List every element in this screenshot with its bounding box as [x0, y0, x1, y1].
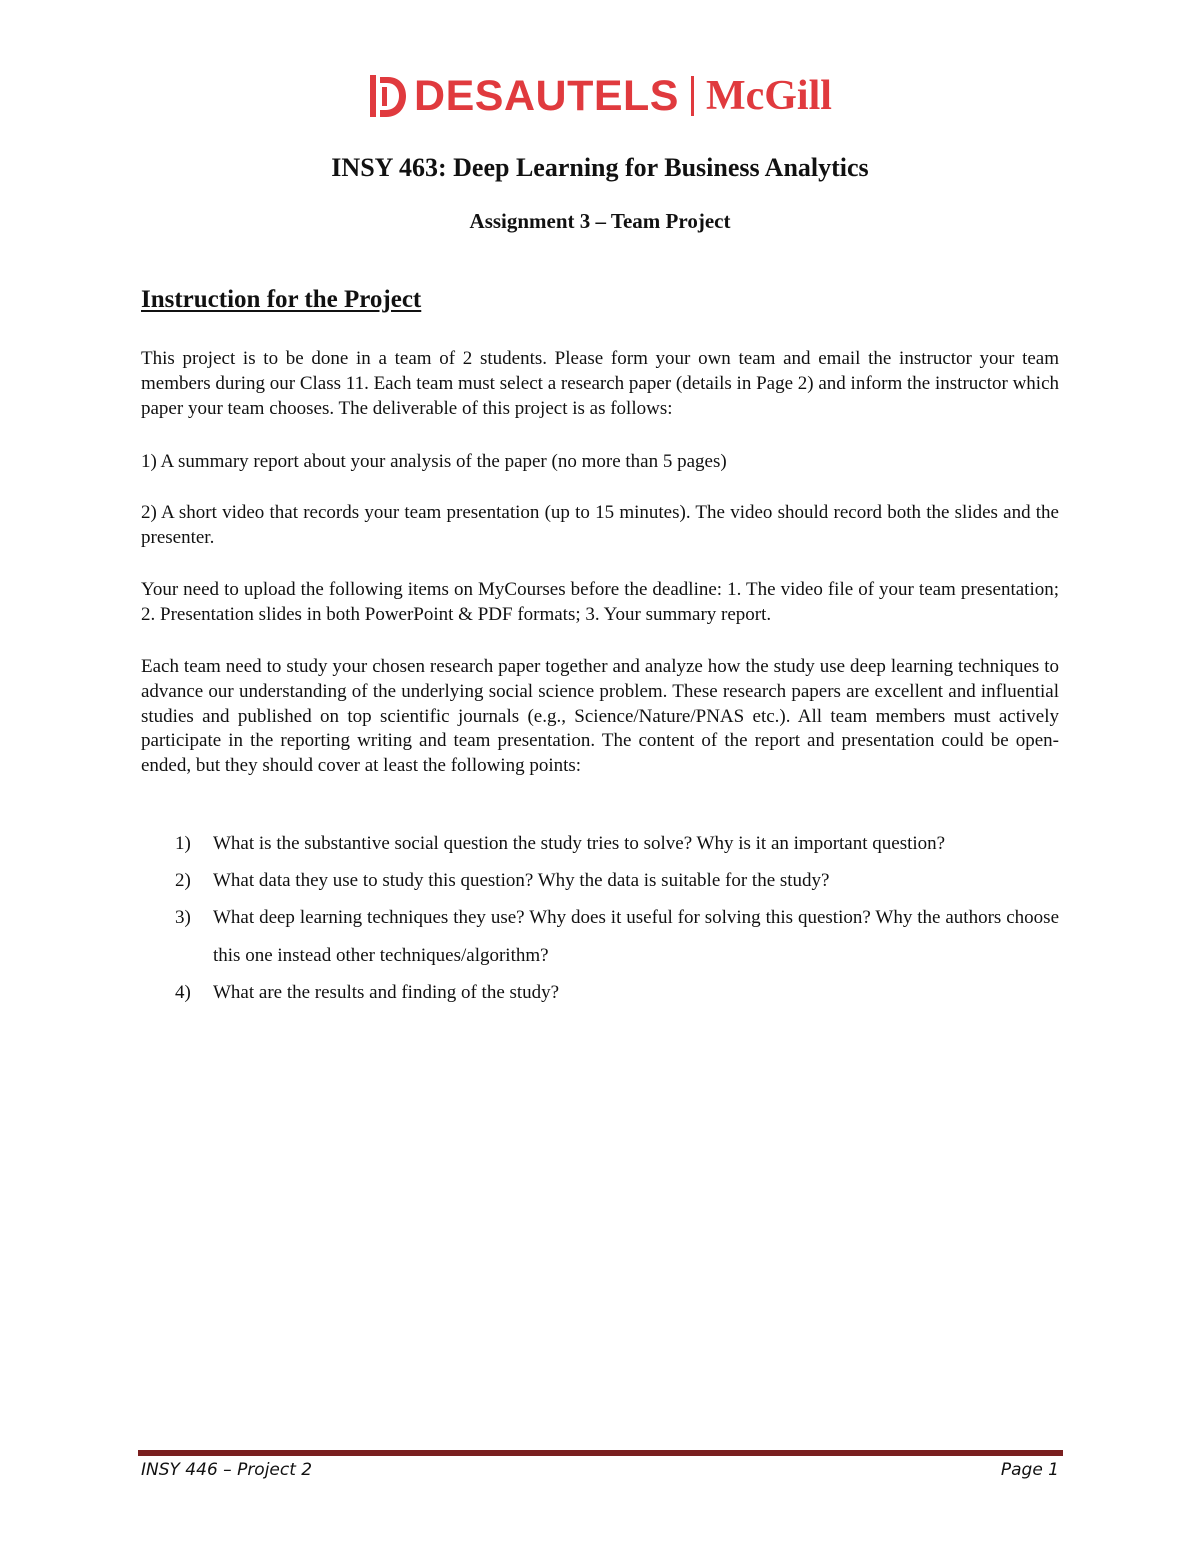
assignment-title: Assignment 3 – Team Project	[469, 209, 731, 233]
question-list	[141, 832, 1059, 1018]
intro-paragraph: This project is to be done in a team of 2 students. Please form your own team and email the instructor your team members during our Class 11. Each team must select a research paper (details in Page 2) and inform the instructor which paper your team chooses. The deliverable of this project is as follows:	[141, 348, 1059, 419]
list-item	[141, 899, 1059, 975]
list-item	[141, 869, 1059, 893]
list-item-number: 1)	[175, 833, 191, 854]
list-item	[141, 981, 1059, 1005]
logo-mcgill-text: McGill	[705, 73, 832, 119]
study-paragraph: Each team need to study your chosen research paper together and analyze how the study use deep learning techniques to advance our understanding of the underlying social science problem. These research papers are excellent and influential studies and published on top scientific journals (e.g., Science/Nature/PNAS etc.). All team members must actively participate in the reporting writing and team presentation. The content of the report and presentation could be open-ended, but they should cover at least the following points:	[141, 656, 1059, 777]
list-item-text: What are the results and finding of the study?	[213, 982, 560, 1003]
list-item-number: 3)	[175, 907, 191, 928]
deliverable-2: 2) A short video that records your team presentation (up to 15 minutes). The video should record both the slides and the presenter.	[141, 502, 1059, 548]
deliverable-1: 1) A summary report about your analysis of the paper (no more than 5 pages)	[141, 451, 727, 472]
list-item	[141, 832, 1059, 856]
list-item-number: 4)	[175, 982, 191, 1003]
footer-document-label: INSY 446 – Project 2	[141, 1460, 313, 1480]
list-item-text: What is the substantive social question the study tries to solve? Why is it an important question?	[213, 833, 946, 854]
course-title: INSY 463: Deep Learning for Business Analytics	[331, 153, 869, 182]
section-heading: Instruction for the Project	[141, 286, 422, 313]
list-item-text: What data they use to study this question? Why the data is suitable for the study?	[213, 870, 830, 891]
logo-separator	[691, 76, 694, 116]
list-item-text: What deep learning techniques they use? Why does it useful for solving this question? Why the authors choose this one instead other techniques/algorithm?	[213, 907, 1059, 966]
footer-page-number: Page 1	[1000, 1460, 1059, 1480]
upload-paragraph: Your need to upload the following items on MyCourses before the deadline: 1. The video file of your team presentation; 2. Presentation slides in both PowerPoint & PDF formats; 3. Your summary report.	[141, 579, 1059, 625]
footer-divider	[138, 1450, 1063, 1456]
logo	[0, 68, 1200, 124]
list-item-number: 2)	[175, 870, 191, 891]
logo-desautels-text: DESAUTELS	[414, 71, 679, 120]
desautels-logo-icon	[368, 71, 408, 121]
